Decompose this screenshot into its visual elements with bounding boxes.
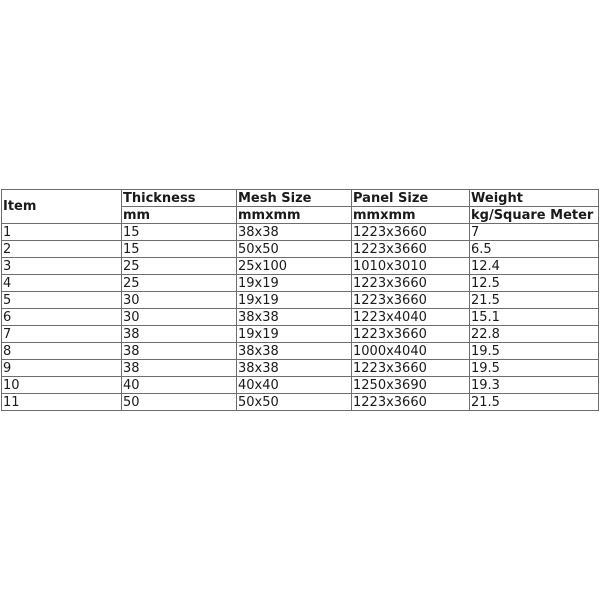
cell-mesh-size: 50x50	[237, 394, 352, 411]
cell-panel-size: 1223x3660	[352, 224, 470, 241]
cell-thickness: 38	[122, 343, 237, 360]
cell-weight: 19.5	[470, 360, 599, 377]
cell-mesh-size: 19x19	[237, 292, 352, 309]
cell-item: 7	[2, 326, 122, 343]
cell-mesh-size: 38x38	[237, 360, 352, 377]
cell-item: 3	[2, 258, 122, 275]
cell-thickness: 50	[122, 394, 237, 411]
cell-item: 9	[2, 360, 122, 377]
cell-thickness: 38	[122, 326, 237, 343]
cell-mesh-size: 38x38	[237, 309, 352, 326]
cell-panel-size: 1223x3660	[352, 292, 470, 309]
cell-thickness: 15	[122, 241, 237, 258]
cell-mesh-size: 50x50	[237, 241, 352, 258]
cell-weight: 22.8	[470, 326, 599, 343]
cell-mesh-size: 19x19	[237, 275, 352, 292]
cell-panel-size: 1223x3660	[352, 241, 470, 258]
cell-weight: 21.5	[470, 292, 599, 309]
cell-panel-size: 1223x3660	[352, 275, 470, 292]
cell-panel-size: 1010x3010	[352, 258, 470, 275]
table-row	[2, 309, 599, 326]
table-row	[2, 360, 599, 377]
cell-weight: 19.5	[470, 343, 599, 360]
cell-panel-size: 1250x3690	[352, 377, 470, 394]
cell-item: 5	[2, 292, 122, 309]
cell-weight: 7	[470, 224, 599, 241]
table-row	[2, 394, 599, 411]
cell-item: 10	[2, 377, 122, 394]
cell-thickness: 40	[122, 377, 237, 394]
table-row	[2, 275, 599, 292]
table-row	[2, 241, 599, 258]
cell-mesh-size: 38x38	[237, 224, 352, 241]
cell-panel-size: 1000x4040	[352, 343, 470, 360]
cell-thickness: 15	[122, 224, 237, 241]
header-panel-size-unit: mmxmm	[352, 207, 470, 224]
specification-table	[1, 189, 599, 411]
cell-mesh-size: 25x100	[237, 258, 352, 275]
cell-weight: 21.5	[470, 394, 599, 411]
cell-mesh-size: 38x38	[237, 343, 352, 360]
header-mesh-size: Mesh Size	[237, 190, 352, 207]
cell-thickness: 38	[122, 360, 237, 377]
cell-item: 4	[2, 275, 122, 292]
cell-weight: 12.4	[470, 258, 599, 275]
table-row	[2, 292, 599, 309]
table-body	[2, 190, 599, 411]
cell-item: 1	[2, 224, 122, 241]
cell-panel-size: 1223x3660	[352, 394, 470, 411]
cell-item: 6	[2, 309, 122, 326]
table-row	[2, 224, 599, 241]
header-row-units	[2, 190, 599, 207]
table-row	[2, 377, 599, 394]
table-row	[2, 343, 599, 360]
table-row	[2, 258, 599, 275]
cell-mesh-size: 40x40	[237, 377, 352, 394]
cell-thickness: 30	[122, 292, 237, 309]
cell-item: 2	[2, 241, 122, 258]
header-mesh-size-unit: mmxmm	[237, 207, 352, 224]
cell-thickness: 30	[122, 309, 237, 326]
header-thickness-unit: mm	[122, 207, 237, 224]
cell-thickness: 25	[122, 275, 237, 292]
cell-item: 8	[2, 343, 122, 360]
cell-panel-size: 1223x3660	[352, 326, 470, 343]
header-item: Item	[2, 190, 122, 224]
cell-panel-size: 1223x3660	[352, 360, 470, 377]
cell-weight: 19.3	[470, 377, 599, 394]
table-row	[2, 326, 599, 343]
cell-item: 11	[2, 394, 122, 411]
cell-panel-size: 1223x4040	[352, 309, 470, 326]
header-thickness: Thickness	[122, 190, 237, 207]
cell-mesh-size: 19x19	[237, 326, 352, 343]
cell-weight: 6.5	[470, 241, 599, 258]
header-weight-unit: kg/Square Meter	[470, 207, 599, 224]
cell-weight: 12.5	[470, 275, 599, 292]
header-panel-size: Panel Size	[352, 190, 470, 207]
cell-weight: 15.1	[470, 309, 599, 326]
cell-thickness: 25	[122, 258, 237, 275]
header-weight: Weight	[470, 190, 599, 207]
